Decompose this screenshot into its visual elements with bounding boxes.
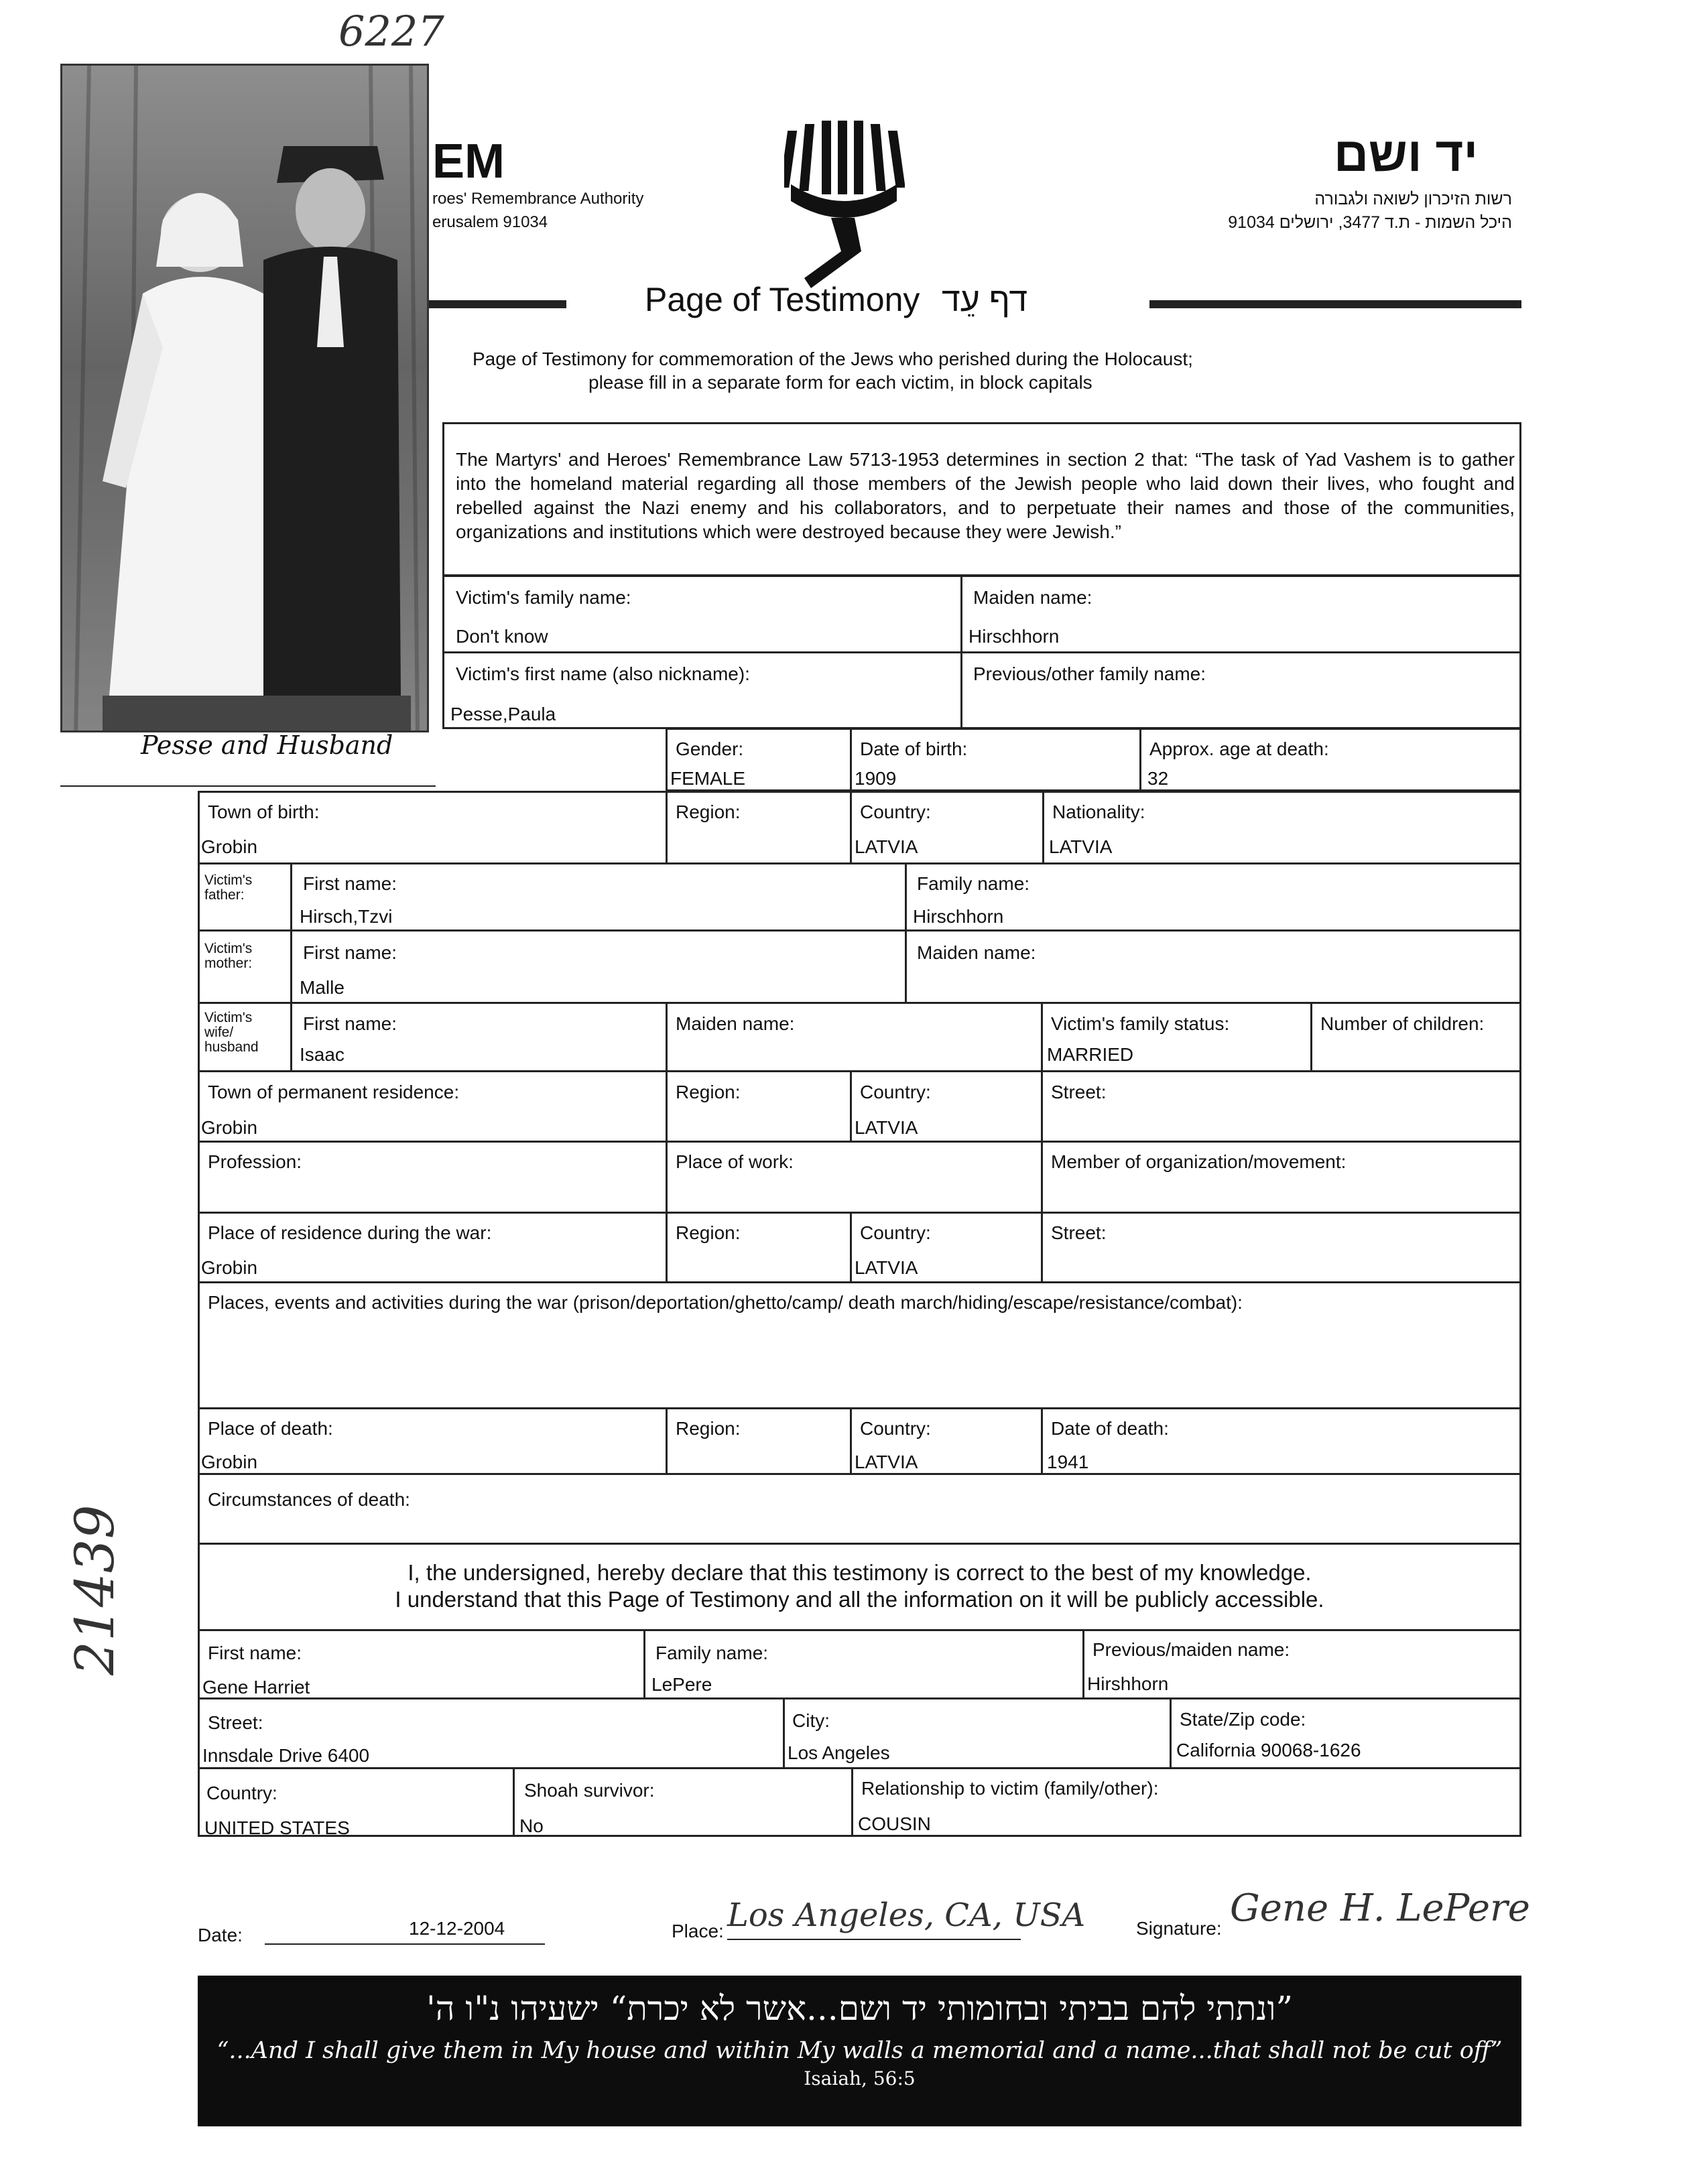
declaration-line1: I, the undersigned, hereby declare that this testimony is correct to the best of my knowledge. [408,1560,1312,1585]
dob-value[interactable]: 1909 [855,768,897,789]
death-date-label: Date of death: [1051,1418,1169,1439]
submitter-first-name-label: First name: [208,1643,302,1663]
death-circumstances-label: Circumstances of death: [208,1489,410,1510]
residence-country-value[interactable]: LATVIA [855,1117,918,1138]
mother-maiden-name-label: Maiden name: [917,942,1036,963]
submitter-city-label: City: [792,1710,830,1731]
submitter-state-zip-value[interactable]: California 90068-1626 [1176,1740,1361,1760]
birth-country-value[interactable]: LATVIA [855,836,918,857]
residence-street-label: Street: [1051,1082,1107,1102]
war-events-label: Places, events and activities during the war (prison/deportation/ghetto/camp/ death march/hiding/escape/resistance/combat): [208,1292,1243,1313]
spouse-first-name-label: First name: [303,1013,397,1034]
mother-first-name-label: First name: [303,942,397,963]
children-label: Number of children: [1320,1013,1485,1034]
war-region-label: Region: [676,1222,741,1243]
age-value[interactable]: 32 [1147,768,1169,789]
victim-maiden-name-label: Maiden name: [973,587,1092,608]
shoah-survivor-value[interactable]: No [519,1815,544,1836]
submitter-city-value[interactable]: Los Angeles [788,1742,890,1763]
law-text: The Martyrs' and Heroes' Remembrance Law 5713-1953 determines in section 2 that: “The task of Yad Vashem is to gather into the homeland material regarding all those members of the Jewish people who laid down their lives, who fought and rebelled against the Nazi enemy and his collaborators, and to perpetuate their names and those of the communities, organizations and institutions which were destroyed because they were Jewish.” [456,449,1515,542]
death-place-label: Place of death: [208,1418,333,1439]
org-hebrew-line2: היכל השמות - ת.ד 3477, ירושלים 91034 [1228,213,1512,232]
relationship-value[interactable]: COUSIN [858,1813,931,1834]
place-of-work-label: Place of work: [676,1151,794,1172]
shoah-survivor-label: Shoah survivor: [524,1780,655,1801]
town-of-birth-label: Town of birth: [208,801,320,822]
age-label: Approx. age at death: [1149,738,1329,759]
title-rule-left [429,300,566,308]
relationship-label: Relationship to victim (family/other): [861,1778,1159,1799]
page-title: Page of Testimony [645,281,920,318]
father-side-label: Victim's father: [204,873,253,903]
father-family-name-label: Family name: [917,873,1030,894]
submitter-street-label: Street: [208,1712,263,1733]
gender-value[interactable]: FEMALE [670,768,746,789]
org-english-line2: erusalem 91034 [432,213,548,231]
war-country-value[interactable]: LATVIA [855,1257,918,1278]
death-country-value[interactable]: LATVIA [855,1452,918,1472]
residence-country-label: Country: [860,1082,931,1102]
spouse-first-name-value[interactable]: Isaac [300,1044,345,1065]
victim-other-family-name-label: Previous/other family name: [973,663,1206,684]
submitter-country-value[interactable]: UNITED STATES [204,1817,350,1838]
submitter-family-name-value[interactable]: LePere [651,1674,712,1695]
spouse-side-label: Victim's wife/ husband [204,1010,259,1055]
war-street-label: Street: [1051,1222,1107,1243]
family-status-label: Victim's family status: [1051,1013,1230,1034]
banner-reference: Isaiah, 56:5 [804,2067,916,2090]
subtitle-line2: please fill in a separate form for each victim, in block capitals [588,372,1092,393]
date-label: Date: [198,1925,243,1945]
gender-label: Gender: [676,738,744,759]
nationality-value[interactable]: LATVIA [1049,836,1113,857]
gender-row-box [666,728,1521,791]
victim-family-name-label: Victim's family name: [456,587,631,608]
mother-side-label: Victim's mother: [204,941,253,971]
signature-label: Signature: [1136,1918,1222,1939]
residence-town-value[interactable]: Grobin [201,1117,258,1138]
top-handwritten-number: 6227 [338,7,444,56]
subtitle-line1: Page of Testimony for commemoration of the Jews who perished during the Holocaust; [473,348,1193,369]
profession-label: Profession: [208,1151,302,1172]
town-of-birth-value[interactable]: Grobin [201,836,258,857]
death-place-value[interactable]: Grobin [201,1452,258,1472]
signature-handwritten[interactable]: Gene H. LePere [1230,1886,1530,1930]
father-first-name-value[interactable]: Hirsch,Tzvi [300,906,393,927]
org-hebrew-name: יד ושם [1334,128,1479,182]
submitter-country-label: Country: [206,1783,277,1803]
submitter-prev-name-value[interactable]: Hirshhorn [1087,1673,1169,1694]
death-region-label: Region: [676,1418,741,1439]
date-value[interactable]: 12-12-2004 [409,1918,505,1939]
submitter-prev-name-label: Previous/maiden name: [1092,1639,1290,1660]
death-country-label: Country: [860,1418,931,1439]
side-handwritten-number: 21439 [64,1504,126,1675]
photo-caption: Pesse and Husband [141,730,393,760]
victim-maiden-name-value[interactable]: Hirschhorn [968,626,1060,647]
submitter-family-name-label: Family name: [655,1643,769,1663]
birth-country-label: Country: [860,801,931,822]
mother-first-name-value[interactable]: Malle [300,977,345,998]
title-rule-right [1149,300,1521,308]
photo-figures [62,66,429,732]
war-residence-label: Place of residence during the war: [208,1222,492,1243]
submitter-street-value[interactable]: Innsdale Drive 6400 [202,1745,370,1766]
org-hebrew-line1: רשות הזיכרון לשואה ולגבורה [1314,190,1512,208]
war-residence-value[interactable]: Grobin [201,1257,258,1278]
birth-region-label: Region: [676,801,741,822]
date-line [265,1943,545,1945]
death-date-value[interactable]: 1941 [1047,1452,1089,1472]
member-org-label: Member of organization/movement: [1051,1151,1347,1172]
war-country-label: Country: [860,1222,931,1243]
victim-family-name-value[interactable]: Don't know [456,626,548,647]
spouse-maiden-name-label: Maiden name: [676,1013,795,1034]
place-label: Place: [672,1921,724,1941]
submitter-grid [198,1629,1521,1837]
photo-caption-underline [60,785,436,787]
page-title-hebrew: דף עֵד [942,281,1028,318]
residence-region-label: Region: [676,1082,741,1102]
submitter-first-name-value[interactable]: Gene Harriet [202,1677,310,1697]
place-handwritten[interactable]: Los Angeles, CA, USA [727,1897,1086,1934]
submitter-state-zip-label: State/Zip code: [1180,1709,1306,1730]
yad-vashem-logo-icon [784,117,905,295]
father-family-name-value[interactable]: Hirschhorn [913,906,1004,927]
banner-english-text: “...And I shall give them in My house and within My walls a memorial and a name...that shall not be cut off” [216,2037,1503,2064]
victim-first-name-label: Victim's first name (also nickname): [456,663,750,684]
org-english-line1: roes' Remembrance Authority [432,190,644,208]
victim-photo [60,64,429,732]
dob-label: Date of birth: [860,738,968,759]
declaration-line2: I understand that this Page of Testimony and all the information on it will be publicly accessible. [395,1587,1324,1612]
banner-english-quote [198,2037,1521,2091]
banner-hebrew-quote: ”ונתתי להם בביתי ובחומותי יד ושם...אשר לא יכרת“ ישעיהו נ"ו ה' [426,1989,1293,2028]
victim-first-name-value[interactable]: Pesse,Paula [450,704,556,724]
nationality-label: Nationality: [1052,801,1145,822]
family-status-value[interactable]: MARRIED [1047,1044,1134,1065]
residence-town-label: Town of permanent residence: [208,1082,460,1102]
father-first-name-label: First name: [303,873,397,894]
org-english-name: EM [432,135,505,188]
